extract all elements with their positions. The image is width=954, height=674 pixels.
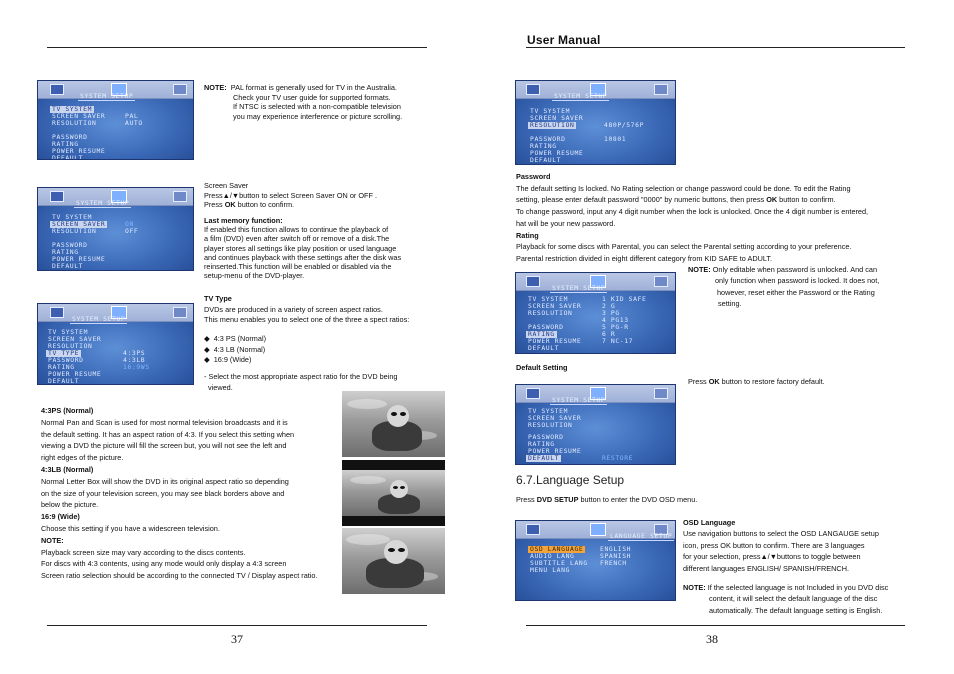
tv-type-block xyxy=(204,294,409,326)
bullet-text: 4:3 PS (Normal) xyxy=(213,334,266,343)
osd-value-off: OFF xyxy=(125,227,139,235)
rating-line: Playback for some discs with Parental, you can select the Parental setting according to your preference. xyxy=(516,242,852,252)
osd-item-default: DEFAULT xyxy=(528,344,560,352)
note-label: NOTE: xyxy=(204,83,227,92)
osd-value-spanish: SPANISH xyxy=(600,552,632,560)
osd-value-english: ENGLISH xyxy=(600,545,632,553)
ps-line: viewing a DVD the picture will fill the screen but, you will not see the left and xyxy=(41,441,287,451)
default-setting-title: Default Setting xyxy=(516,363,568,372)
osd-item-rating: RATING xyxy=(528,330,555,338)
lb-title: 4:3LB (Normal) xyxy=(41,464,94,474)
osd-item-tv-system: TV SYSTEM xyxy=(52,213,93,221)
photo-goggle xyxy=(388,548,395,552)
right-bottom-rule xyxy=(526,625,905,626)
disc-icon xyxy=(50,191,64,202)
last-memory-line: player stores all settings like play position or used language xyxy=(204,243,397,253)
osd-item-password: PASSWORD xyxy=(52,241,88,249)
osd-screen-tv-type xyxy=(37,303,194,385)
note-line: however, reset either the Password or the Rating xyxy=(717,287,875,297)
osd-value-french: FRENCH xyxy=(600,559,627,567)
ok-keyword: OK xyxy=(766,195,778,205)
bullet-icon: ◆ xyxy=(204,344,210,354)
osd-item-resolution: RESOLUTION xyxy=(530,121,575,129)
osd-value-pal: PAL xyxy=(125,112,139,120)
osd-value-auto: AUTO xyxy=(125,119,143,127)
speaker-icon xyxy=(173,84,187,95)
aspect-info-block xyxy=(41,405,318,582)
last-memory-line: reinserted.This function will be enabled or disabled via the xyxy=(204,262,392,272)
osd-item-resolution: RESOLUTION xyxy=(52,227,97,235)
osd-title: SYSTEM SETUP xyxy=(552,284,606,292)
osd-item-power-resume: POWER RESUME xyxy=(528,337,582,345)
osd-item-screen-saver: SCREEN SAVER xyxy=(52,112,106,120)
osd-item-password: PASSWORD xyxy=(528,433,564,441)
osd-title: LANGUAGE SETUP xyxy=(610,532,673,540)
page-number-left: 37 xyxy=(231,632,243,646)
osd-item-audio-lang: AUDIO LANG xyxy=(530,552,575,560)
select-line: - Select the most appropriate aspect ratio for the DVD being xyxy=(204,372,398,381)
select-line: viewed. xyxy=(208,383,233,393)
disc-icon xyxy=(526,388,540,399)
lb-line: on the size of your television screen, you may see black borders above and xyxy=(41,488,285,498)
photo-goggle xyxy=(393,486,398,489)
last-memory-line: setup-menu of the DVD-player. xyxy=(204,271,305,281)
osd-value-restore: RESTORE xyxy=(602,454,634,462)
note-label: NOTE: xyxy=(683,583,706,592)
speaker-icon xyxy=(654,388,668,399)
password-block xyxy=(516,171,868,265)
wide-title: 16:9 (Wide) xyxy=(41,512,80,522)
note-line: Only editable when password is unlocked. And can xyxy=(712,265,878,274)
osd-item-default: DEFAULT xyxy=(530,156,562,164)
bullet-text: 4:3 LB (Normal) xyxy=(213,344,266,354)
osd-item-power-resume: POWER RESUME xyxy=(530,149,584,157)
osd-item-password: PASSWORD xyxy=(530,135,566,143)
photo-ripple xyxy=(346,534,390,545)
osd-item-screen-saver: SCREEN SAVER xyxy=(528,414,582,422)
osd-item-tv-system: TV SYSTEM xyxy=(48,328,89,336)
password-line: To change password, input any 4 digit number when the lock is unlocked. Once the 4 digit number is entered, xyxy=(516,207,869,217)
setup-icon xyxy=(590,523,606,536)
ps-title: 4:3PS (Normal) xyxy=(41,406,94,415)
osd-language-line: for your selection, press▲/▼buttons to toggle between xyxy=(683,552,861,562)
note-line: you may experience interference or picture scrolling. xyxy=(233,111,403,121)
osd-item-password: PASSWORD xyxy=(528,323,564,331)
speaker-icon xyxy=(173,191,187,202)
osd-item-resolution: RESOLUTION xyxy=(48,342,93,350)
osd-language-line: different languages ENGLISH/ SPANISH/FRENCH. xyxy=(683,563,850,573)
osd-item-password: PASSWORD xyxy=(52,133,88,141)
rating-note-block xyxy=(688,264,879,309)
osd-item-screen-saver: SCREEN SAVER xyxy=(530,114,584,122)
note-line: only function when password is locked. It does not, xyxy=(715,276,880,286)
osd-value-43ps: 4:3PS xyxy=(123,349,146,357)
lb-line: Normal Letter Box will show the DVD in its original aspect ratio so depending xyxy=(41,476,289,486)
aspect-note-line: Screen ratio selection should be according to the connected TV / Display aspect ratio. xyxy=(41,571,318,581)
text-fragment: button to enter the DVD OSD menu. xyxy=(578,495,698,504)
last-memory-line: If enabled this function allows to continue the playback of xyxy=(204,225,389,235)
disc-icon xyxy=(526,276,540,287)
bullet-icon: ◆ xyxy=(204,355,210,365)
osd-item-tv-system: TV SYSTEM xyxy=(528,407,569,415)
osd-item-default: DEFAULT xyxy=(528,454,560,462)
osd-value-43lb: 4:3LB xyxy=(123,356,146,364)
osd-item-power-resume: POWER RESUME xyxy=(52,255,106,263)
osd-value-1080i: 10801 xyxy=(604,135,627,143)
disc-icon xyxy=(526,524,540,535)
text-fragment: setting, please enter default password "0000" by numeric buttons, then press xyxy=(516,195,767,205)
osd-rating-option: 2 G xyxy=(602,302,616,310)
osd-item-default: DEFAULT xyxy=(52,262,84,270)
osd-value-480p: 480P/576P xyxy=(604,121,645,129)
osd-item-rating: RATING xyxy=(52,248,79,256)
osd-rating-option: 5 PG-R xyxy=(602,323,629,331)
ps-line: Normal Pan and Scan is used for most normal television broadcasts and it is xyxy=(41,417,288,427)
header-title: User Manual xyxy=(527,33,601,47)
tv-type-line: DVDs are produced in a variety of screen aspect ratios. xyxy=(204,304,383,314)
text-fragment: Press xyxy=(688,377,709,386)
password-line: The default setting Is locked. No Rating selection or change password could be done. To edit the Rating xyxy=(516,183,851,193)
osd-screen-resolution xyxy=(515,80,676,165)
osd-screen-language xyxy=(515,520,676,601)
photo-goggle xyxy=(400,486,405,489)
photo-pan-scan xyxy=(342,391,445,457)
osd-item-osd-language: OSD LANGUAGE xyxy=(530,545,584,553)
osd-screen-default xyxy=(515,384,676,465)
screen-saver-line: Press▲/▼button to select Screen Saver ON or OFF . xyxy=(204,190,378,200)
rating-title: Rating xyxy=(516,230,539,240)
screen-saver-title: Screen Saver xyxy=(204,181,249,190)
screen-saver-block xyxy=(204,181,377,210)
wide-line: Choose this setting if you have a widescreen television. xyxy=(41,523,220,533)
lb-line: below the picture. xyxy=(41,500,99,510)
osd-screen-tv-system xyxy=(37,80,194,160)
bullet-icon: ◆ xyxy=(204,334,210,343)
osd-item-rating: RATING xyxy=(52,140,79,148)
osd-item-resolution: RESOLUTION xyxy=(528,309,573,317)
osd-title: SYSTEM SETUP xyxy=(76,199,130,207)
aspect-note-line: For discs with 4:3 contents, using any mode would only display a 4:3 screen xyxy=(41,559,287,569)
note-pal-block xyxy=(204,83,402,121)
osd-language-line: icon, press OK button to confirm. There are 3 languages xyxy=(683,540,865,550)
osd-item-resolution: RESOLUTION xyxy=(52,119,97,127)
osd-item-tv-system: TV SYSTEM xyxy=(528,295,569,303)
osd-item-rating: RATING xyxy=(48,363,75,371)
osd-value-on: ON xyxy=(125,220,134,228)
osd-rating-option: 6 R xyxy=(602,330,616,338)
osd-item-screen-saver: SCREEN SAVER xyxy=(52,220,106,228)
photo-letterbox xyxy=(342,460,445,526)
note-line: setting. xyxy=(718,298,742,308)
osd-item-password: PASSWORD xyxy=(48,356,84,364)
password-line: hat will be your new password. xyxy=(516,218,616,228)
language-setup-heading: 6.7.Language Setup xyxy=(516,473,625,487)
right-top-rule xyxy=(526,47,905,48)
osd-rating-option: 7 NC-17 xyxy=(602,337,634,345)
note-line: content, it will select the default language of the disc xyxy=(709,594,878,604)
note-label: NOTE: xyxy=(688,265,711,274)
text-fragment: Press xyxy=(204,200,225,210)
tv-type-bullets xyxy=(204,334,266,366)
disc-icon xyxy=(50,307,64,318)
text-fragment: button to confirm. xyxy=(235,200,295,210)
osd-item-default: DEFAULT xyxy=(48,377,80,385)
text-fragment: button to restore factory default. xyxy=(719,377,825,386)
note-line: If the selected language is not Included in you DVD disc xyxy=(707,583,889,592)
aspect-note-line: Playback screen size may vary according to the discs contents. xyxy=(41,547,246,557)
osd-rating-option: 1 KID SAFE xyxy=(602,295,647,303)
tv-type-title: TV Type xyxy=(204,294,232,303)
photo-face xyxy=(387,405,409,427)
text-fragment: button to confirm. xyxy=(777,195,836,205)
ps-line: right edges of the picture. xyxy=(41,453,124,463)
aspect-note-title: NOTE: xyxy=(41,535,64,545)
osd-screen-rating xyxy=(515,272,676,354)
osd-item-power-resume: POWER RESUME xyxy=(52,147,106,155)
ps-line: the default setting. It has an aspect ration of 4:3. If you select this setting when xyxy=(41,429,295,439)
photo-goggle xyxy=(398,548,405,552)
osd-title: SYSTEM SETUP xyxy=(552,396,606,404)
osd-title: SYSTEM SETUP xyxy=(72,315,126,323)
photo-face xyxy=(390,480,408,498)
osd-language-title: OSD Language xyxy=(683,518,736,527)
osd-item-tv-system: TV SYSTEM xyxy=(530,107,571,115)
last-memory-title: Last memory function: xyxy=(204,216,283,225)
osd-item-power-resume: POWER RESUME xyxy=(48,370,102,378)
tv-type-line: This menu enables you to select one of the three a spect ratios: xyxy=(204,315,410,325)
photo-widescreen xyxy=(342,528,445,594)
photo-ripple xyxy=(350,476,386,484)
osd-screen-screen-saver xyxy=(37,187,194,271)
password-title: Password xyxy=(516,172,551,181)
osd-item-tv-type: TV TYPE xyxy=(48,349,80,357)
osd-title: SYSTEM SETUP xyxy=(554,92,608,100)
osd-item-screen-saver: SCREEN SAVER xyxy=(528,302,582,310)
photo-ripple xyxy=(347,399,387,409)
speaker-icon xyxy=(654,276,668,287)
speaker-icon xyxy=(173,307,187,318)
language-enter-text xyxy=(516,495,697,505)
osd-title: SYSTEM SETUP xyxy=(80,92,134,100)
osd-value-169ws: 16:9WS xyxy=(123,363,150,371)
note-line: If NTSC is selected with a non-compatible television xyxy=(233,102,401,112)
osd-language-line: Use navigation buttons to select the OSD LANGAUGE setup xyxy=(683,529,879,539)
note-line: PAL format is generally used for TV in the Australia. xyxy=(230,83,397,92)
photo-goggle xyxy=(391,412,397,416)
default-setting-text xyxy=(688,377,825,387)
disc-icon xyxy=(526,84,540,95)
page-number-right: 38 xyxy=(706,632,718,646)
last-memory-line: a film (DVD) even after switch off or remove of a disk.The xyxy=(204,234,390,244)
osd-item-subtitle-lang: SUBTITLE LANG xyxy=(530,559,588,567)
language-note-block xyxy=(683,582,888,616)
ok-keyword: OK xyxy=(224,200,236,210)
last-memory-line: and continues playback with these settings after the disk was xyxy=(204,252,402,262)
speaker-icon xyxy=(654,84,668,95)
osd-language-block xyxy=(683,517,879,574)
osd-item-power-resume: POWER RESUME xyxy=(528,447,582,455)
left-bottom-rule xyxy=(47,625,427,626)
osd-rating-option: 3 PG xyxy=(602,309,620,317)
last-memory-block xyxy=(204,216,401,280)
note-line: Check your TV user guide for supported formats. xyxy=(233,92,391,102)
rating-line: Parental restriction divided in eight different category from KID SAFE to ADULT. xyxy=(516,253,773,263)
ok-keyword: OK xyxy=(708,377,720,386)
left-top-rule xyxy=(47,47,427,48)
disc-icon xyxy=(50,84,64,95)
text-fragment: Press xyxy=(516,495,537,504)
osd-item-rating: RATING xyxy=(530,142,557,150)
osd-item-menu-lang: MENU LANG xyxy=(530,566,571,574)
osd-item-resolution: RESOLUTION xyxy=(528,421,573,429)
osd-item-tv-system: TV SYSTEM xyxy=(52,105,93,113)
bullet-text: 16:9 (Wide) xyxy=(213,355,252,365)
osd-item-rating: RATING xyxy=(528,440,555,448)
note-line: automatically. The default language setting is English. xyxy=(709,605,883,615)
osd-item-default: DEFAULT xyxy=(52,154,84,160)
photo-goggle xyxy=(400,412,406,416)
dvd-setup-keyword: DVD SETUP xyxy=(536,495,579,504)
photo-face xyxy=(384,540,408,564)
osd-item-screen-saver: SCREEN SAVER xyxy=(48,335,102,343)
osd-rating-option: 4 PG13 xyxy=(602,316,629,324)
